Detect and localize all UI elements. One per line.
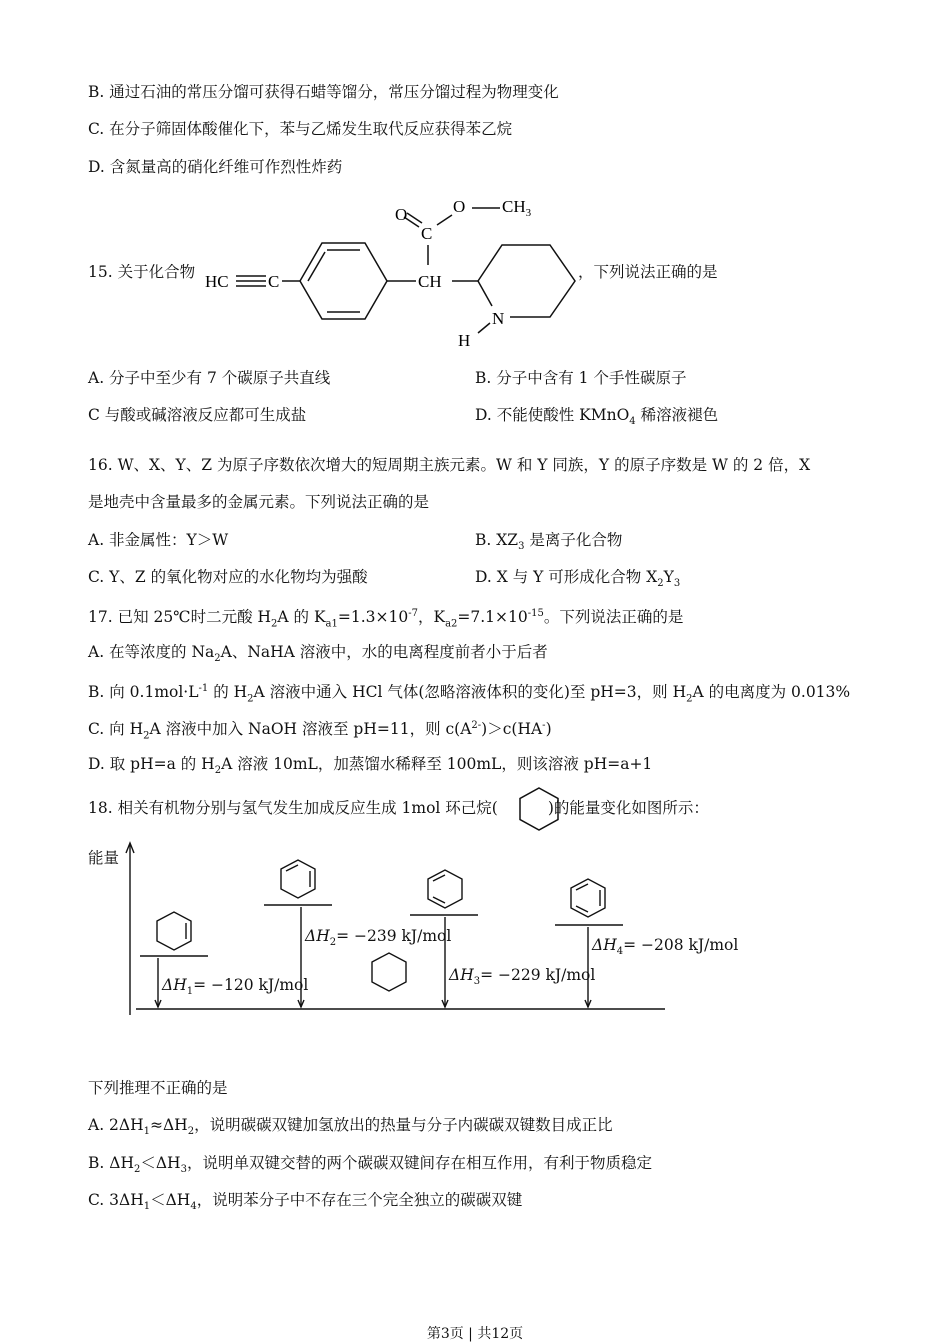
q18-option-a: A. $2\Delta H_1\approx\Delta H_2$，说明碳碳双键加氢放出的热量与分子内碳碳双键数目成正比	[88, 1116, 613, 1138]
struct-c-carbonyl: C	[421, 224, 433, 243]
cyclohexane-inline-icon	[516, 786, 562, 832]
q17-option-a: A. 在等浓度的 $Na_2A$、NaHA 溶液中，水的电离程度前者小于后者	[88, 643, 548, 665]
q15-option-c: C 与酸或碱溶液反应都可生成盐	[88, 406, 307, 424]
delta-h4-label: $\Delta H_4= -208$ kJ/mol	[592, 936, 739, 958]
delta-h1-label: $\Delta H_1= -120$ kJ/mol	[162, 976, 309, 998]
q15-option-a: A. 分子中至少有 7 个碳原子共直线	[88, 369, 331, 387]
struct-h: H	[458, 331, 471, 350]
delta-h3-label: $\Delta H_3= -229$ kJ/mol	[449, 966, 596, 988]
delta-h2-label: $\Delta H_2= -239$ kJ/mol	[305, 927, 452, 949]
q15-option-b: B. 分子中含有 1 个手性碳原子	[475, 369, 687, 387]
q16-option-a: A. 非金属性：Y＞W	[88, 531, 229, 549]
q18-option-c: C. $3\Delta H_1<\Delta H_4$，说明苯分子中不存在三个完全独立的碳碳双键	[88, 1191, 523, 1213]
struct-n: N	[492, 309, 505, 328]
q17-option-d: D. 取 pH=a 的 $H_2A$ 溶液 10mL，加蒸馏水稀释至 100mL，则该溶液 pH=a+1	[88, 755, 653, 777]
struct-ch3: $CH_3$	[502, 197, 532, 219]
q15-stem: 15. 关于化合物	[88, 263, 196, 281]
q16-stem-line2: 是地壳中含量最多的金属元素。下列说法正确的是	[88, 493, 430, 511]
q14-option-c: C. 在分子筛固体酸催化下，苯与乙烯发生取代反应获得苯乙烷	[88, 120, 513, 138]
q15-structure	[200, 190, 585, 350]
q18-option-b: B. $\Delta H_2<\Delta H_3$，说明单双键交替的两个碳碳双键间存在相互作用，有利于物质稳定	[88, 1154, 652, 1176]
q16-option-b: B. $XZ_3$ 是离子化合物	[475, 531, 623, 553]
q15-stem-suffix: ，下列说法正确的是	[578, 263, 718, 281]
q16-stem-line1: 16. W、X、Y、Z 为原子序数依次增大的短周期主族元素。W 和 Y 同族，Y 的原子序数是 W 的 2 倍，X	[88, 456, 811, 474]
struct-o: O	[453, 197, 466, 216]
q15-option-d: D. 不能使酸性 KMnO$_4$ 稀溶液褪色	[475, 406, 719, 428]
page-footer: 第3页 | 共12页	[426, 1326, 524, 1342]
q18-stem: 18. 相关有机物分别与氢气发生加成反应生成 1mol 环己烷( )的能量变化如图所示：	[88, 799, 709, 817]
struct-ch: CH	[418, 272, 442, 291]
q14-option-d: D. 含氮量高的硝化纤维可作烈性炸药	[88, 158, 343, 176]
struct-hc: HC	[205, 272, 229, 291]
q16-option-d: D. X 与 Y 可形成化合物 $X_2Y_3$	[475, 568, 681, 590]
q17-stem: 17. 已知 25℃时二元酸 $H_2A$ 的 $K_{a1}=1.3\times 10^{-7}$，$K_{a2}=7.1\times 10^{-15}$。下列说法正确的是	[88, 608, 684, 630]
q18-intro: 下列推理不正确的是	[88, 1079, 228, 1097]
struct-c: C	[268, 272, 280, 291]
q14-option-b: B. 通过石油的常压分馏可获得石蜡等馏分，常压分馏过程为物理变化	[88, 83, 559, 101]
struct-o-double: O	[395, 205, 408, 224]
q17-option-c: C. 向 $H_2A$ 溶液中加入 NaOH 溶液至 pH=11，则 $c(A^{2-})>c(HA^-)$	[88, 720, 552, 742]
energy-axis-label: 能量	[88, 849, 120, 867]
q17-option-b: B. 向 $0.1mol\cdot L^{-1}$ 的 $H_2A$ 溶液中通入 HCl 气体(忽略溶液体积的变化)至 pH=3，则 $H_2A$ 的电离度为 0.013%	[88, 683, 851, 705]
q16-option-c: C. Y、Z 的氧化物对应的水化物均为强酸	[88, 568, 368, 586]
